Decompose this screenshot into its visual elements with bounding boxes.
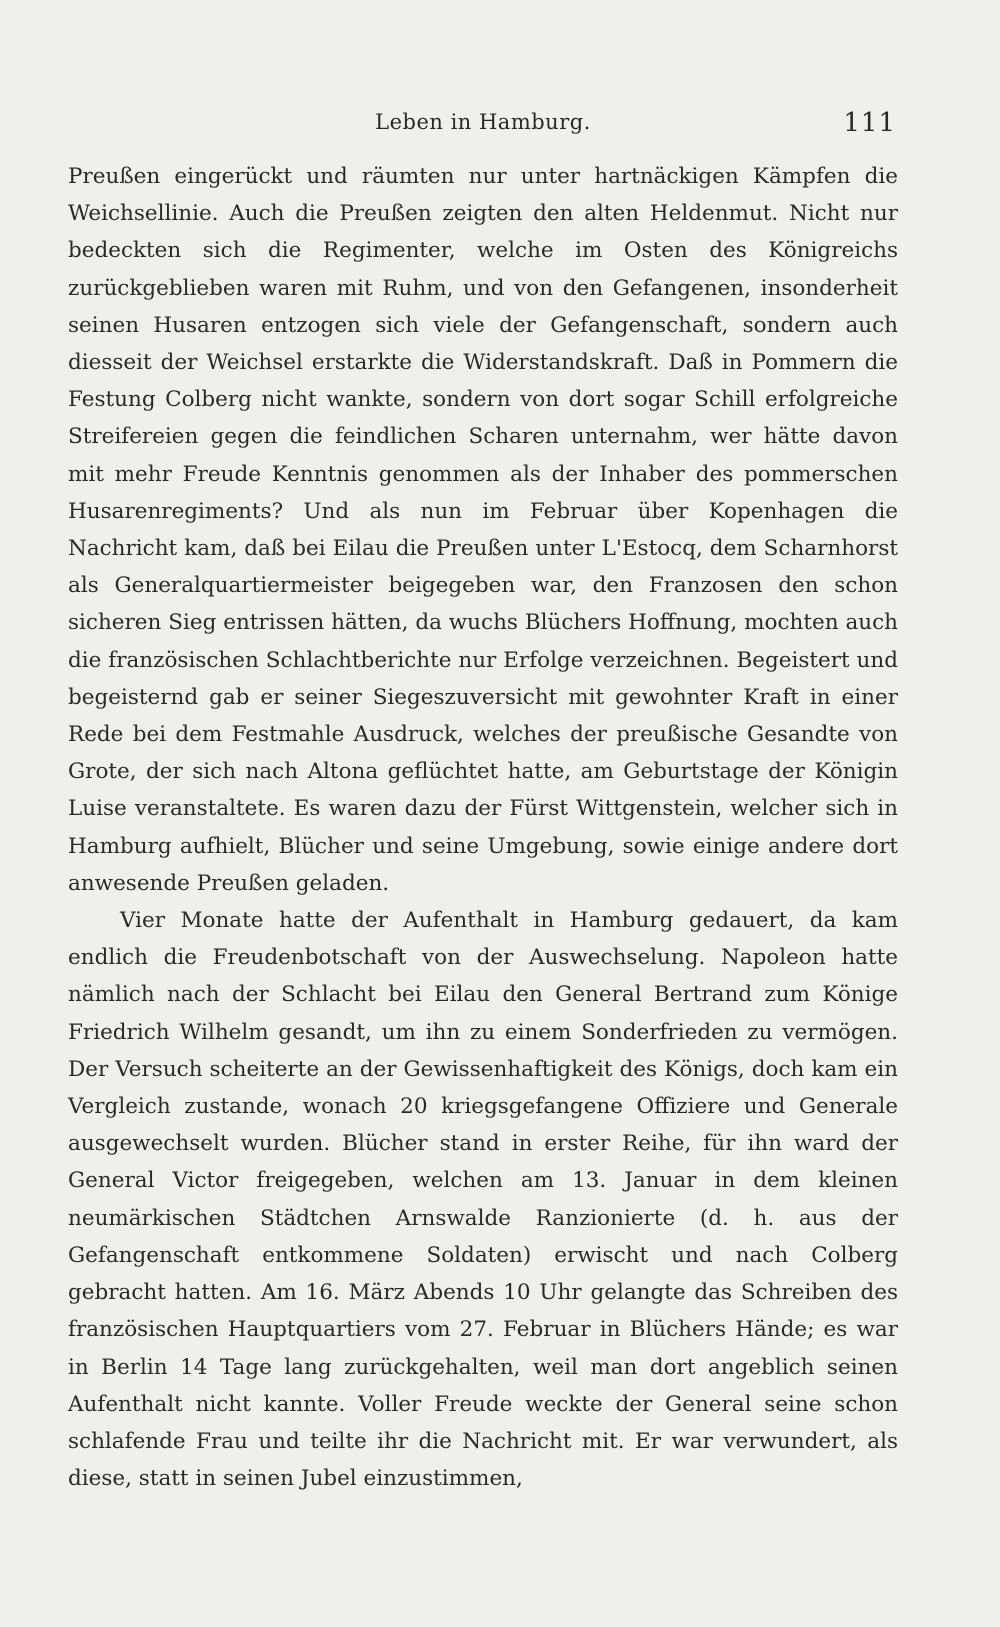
body-text: [68, 158, 898, 1497]
page-number: 111: [843, 108, 896, 138]
paragraph-1: Preußen eingerückt und räumten nur unter hartnäckigen Kämpfen die Weichsellinie. Auch die Preußen zeigten den alten Heldenmut. Nicht nur bedeckten sich die Regimenter, welche im Osten des Königreichs zurückgeblieben waren mit Ruhm, und von den Gefangenen, insonderheit seinen Husaren entzogen sich viele der Gefangenschaft, sondern auch diesseit der Weichsel erstarkte die Widerstandskraft. Daß in Pommern die Festung Colberg nicht wankte, sondern von dort sogar Schill erfolgreiche Streifereien gegen die feindlichen Scharen unternahm, wer hätte davon mit mehr Freude Kenntnis genommen als der Inhaber des pommerschen Husarenregiments? Und als nun im Februar über Kopenhagen die Nachricht kam, daß bei Eilau die Preußen unter L'Estocq, dem Scharnhorst als Generalquartiermeister beigegeben war, den Franzosen den schon sicheren Sieg entrissen hätten, da wuchs Blüchers Hoffnung, mochten auch die französischen Schlachtberichte nur Erfolge verzeichnen. Begeistert und begeisternd gab er seiner Siegeszuversicht mit gewohnter Kraft in einer Rede bei dem Festmahle Ausdruck, welches der preußische Gesandte von Grote, der sich nach Altona geflüchtet hatte, am Geburtstage der Königin Luise veranstaltete. Es waren dazu der Fürst Wittgenstein, welcher sich in Hamburg aufhielt, Blücher und seine Umgebung, sowie einige andere dort anwesende Preußen geladen.: [68, 164, 898, 896]
paragraph-2: Vier Monate hatte der Aufenthalt in Hamburg gedauert, da kam endlich die Freudenbotschaft von der Auswechselung. Napoleon hatte nämlich nach der Schlacht bei Eilau den General Bertrand zum Könige Friedrich Wilhelm gesandt, um ihn zu einem Sonderfrieden zu vermögen. Der Versuch scheiterte an der Gewissenhaftigkeit des Königs, doch kam ein Vergleich zustande, wonach 20 kriegsgefangene Offiziere und Generale ausgewechselt wurden. Blücher stand in erster Reihe, für ihn ward der General Victor freigegeben, welchen am 13. Januar in dem kleinen neumärkischen Städtchen Arnswalde Ranzionierte (d. h. aus der Gefangenschaft entkommene Soldaten) erwischt und nach Colberg gebracht hatten. Am 16. März Abends 10 Uhr gelangte das Schreiben des französischen Hauptquartiers vom 27. Februar in Blüchers Hände; es war in Berlin 14 Tage lang zurückgehalten, weil man dort angeblich seinen Aufenthalt nicht kannte. Voller Freude weckte der General seine schon schlafende Frau und teilte ihr die Nachricht mit. Er war verwundert, als diese, statt in seinen Jubel einzustimmen,: [68, 908, 898, 1492]
running-head: [70, 108, 896, 148]
running-title: Leben in Hamburg.: [375, 110, 591, 134]
